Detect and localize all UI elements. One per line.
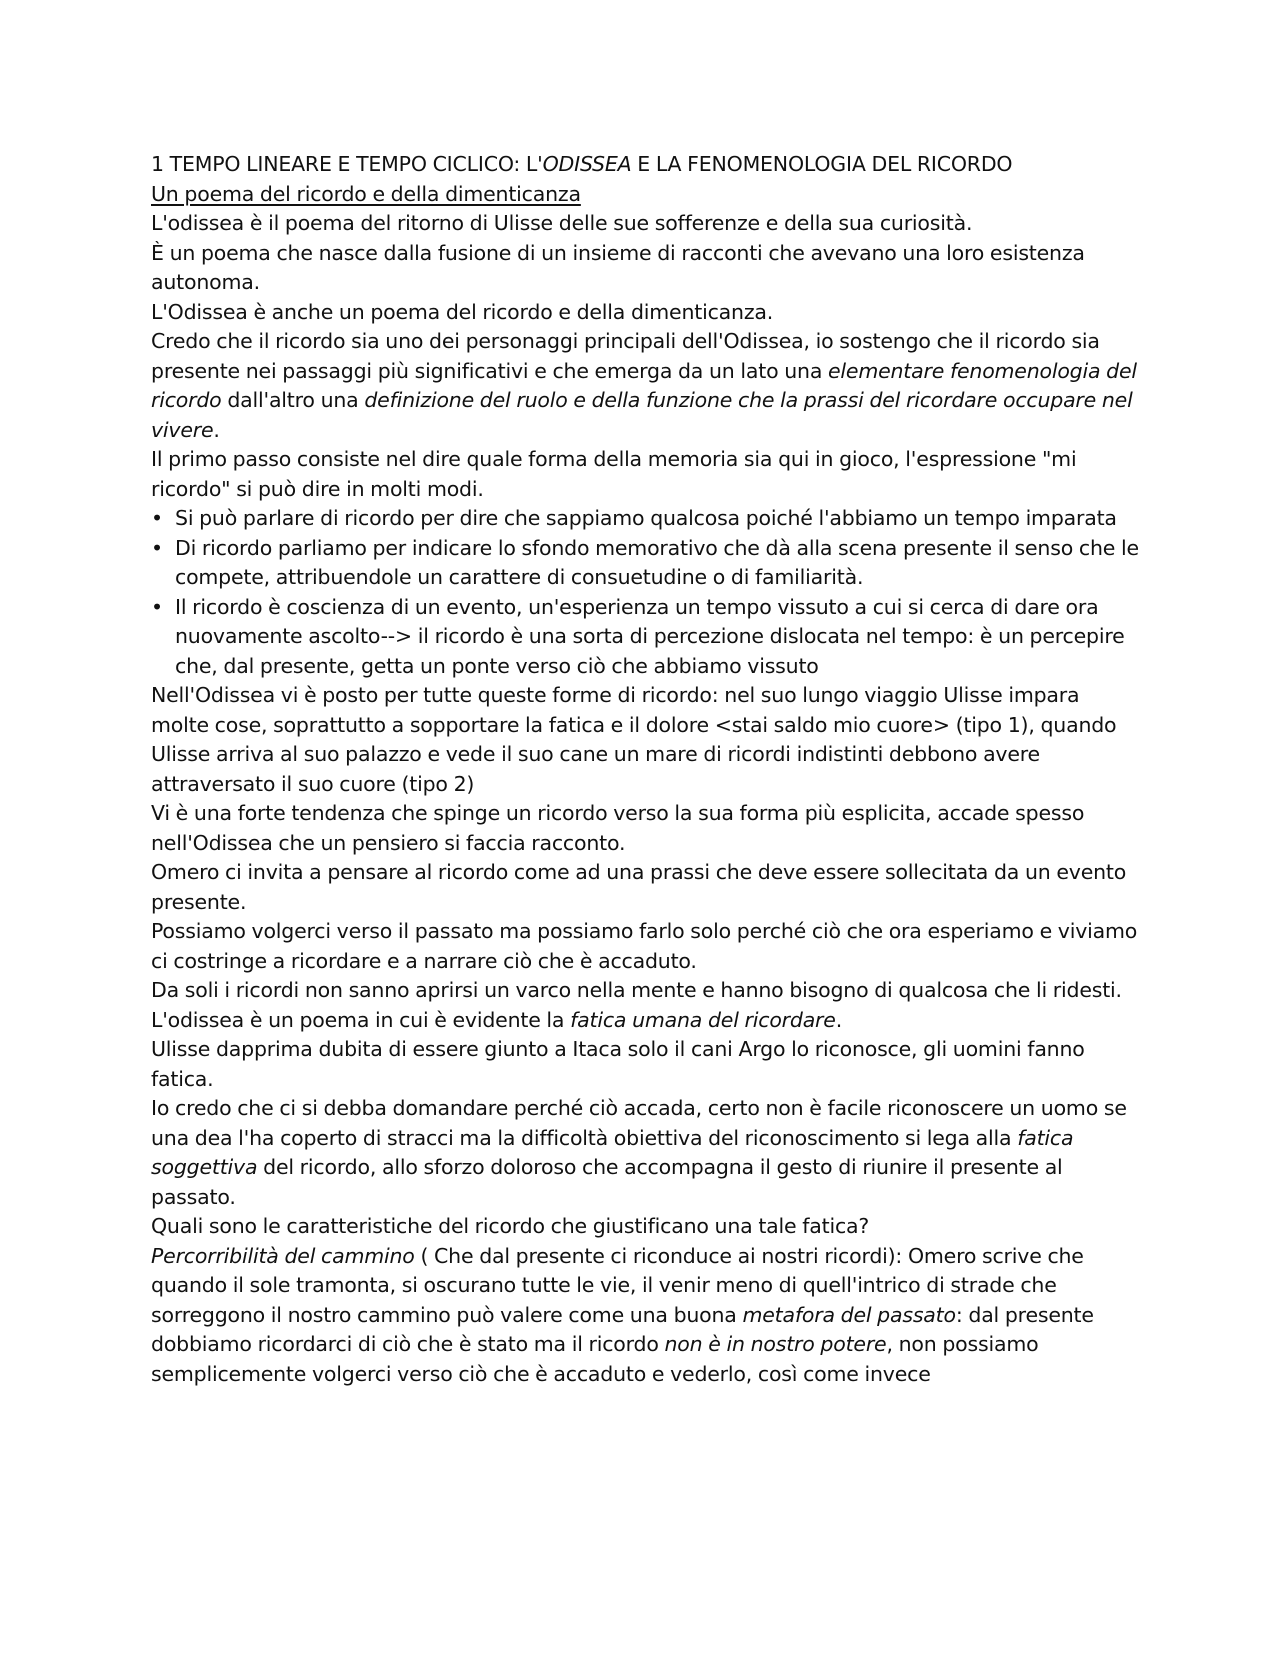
- list-item: • Si può parlare di ricordo per dire che sappiamo qualcosa poiché l'abbiamo un tempo imparata: [151, 504, 1141, 534]
- paragraph-10: Da soli i ricordi non sanno aprirsi un varco nella mente e hanno bisogno di qualcosa che li ridesti.: [151, 978, 1122, 1002]
- paragraph-2: È un poema che nasce dalla fusione di un insieme di racconti che avevano una loro esistenza autonoma.: [151, 240, 1085, 294]
- bullet-icon: •: [151, 594, 163, 619]
- emphasis: non è in nostro potere: [664, 1332, 887, 1356]
- paragraph-14: Quali sono le caratteristiche del ricordo che giustificano una tale fatica?: [151, 1214, 870, 1238]
- paragraph-3: L'Odissea è anche un poema del ricordo e della dimenticanza.: [151, 299, 774, 324]
- emphasis: Percorribilità del cammino: [151, 1243, 415, 1268]
- paragraph-9: Possiamo volgerci verso il passato ma possiamo farlo solo perché ciò che ora esperiamo e viviamo ci costringe a ricordare e a narrare ciò che è accaduto.: [151, 919, 1138, 973]
- subheading-text: Un poema del ricordo e della dimenticanza: [151, 181, 581, 206]
- emphasis: definizione del ruolo e della funzione che la prassi del ricordare occupare nel vivere: [151, 388, 1133, 442]
- paragraph-1: L'odissea è il poema del ritorno di Ulisse delle sue sofferenze e della sua curiosità.: [151, 211, 973, 235]
- heading-text-suffix: E LA FENOMENOLOGIA DEL RICORDO: [631, 152, 1013, 176]
- paragraph-13: Io credo che ci si debba domandare perché ciò accada, certo non è facile riconoscere un uomo se una dea l'ha coperto di stracci ma la difficoltà obiettiva del riconoscimento si lega alla fatica soggettiva del ricordo, allo sforzo doloroso che accompagna il gesto di riunire il presente al passato.: [151, 1096, 1127, 1209]
- paragraph-8: Omero ci invita a pensare al ricordo come ad una prassi che deve essere sollecitata da un evento presente.: [151, 860, 1127, 914]
- paragraph-4: Credo che il ricordo sia uno dei personaggi principali dell'Odissea, io sostengo che il ricordo sia presente nei passaggi più significativi e che emerga da un lato una elementare fenomenologia del ricordo dall'altro una definizione del ruolo e della funzione che la prassi del ricordare occupare nel vivere.: [151, 329, 1137, 442]
- chapter-heading: [151, 150, 1141, 180]
- paragraph-7: Vi è una forte tendenza che spinge un ricordo verso la sua forma più esplicita, accade spesso nell'Odissea che un pensiero si faccia racconto.: [151, 801, 1085, 855]
- heading-italic-title: ODISSEA: [542, 152, 632, 176]
- paragraph-11: L'odissea è un poema in cui è evidente la fatica umana del ricordare.: [151, 1007, 843, 1032]
- emphasis: fatica soggettiva: [151, 1125, 1074, 1179]
- paragraph-6: Nell'Odissea vi è posto per tutte queste forme di ricordo: nel suo lungo viaggio Ulisse impara molte cose, soprattutto a sopportare la fatica e il dolore <stai saldo mio cuore> (tipo 1), quando Ulisse arriva al suo palazzo e vede il suo cane un mare di ricordi indistinti debbono avere attraversato il suo cuore (tipo 2): [151, 683, 1117, 796]
- heading-text: 1 TEMPO LINEARE E TEMPO CICLICO: L': [151, 152, 543, 176]
- paragraph-5: Il primo passo consiste nel dire quale forma della memoria sia qui in gioco, l'espressione "mi ricordo" si può dire in molti modi.: [151, 447, 1077, 501]
- bullet-list: [151, 504, 1141, 681]
- list-item: • Di ricordo parliamo per indicare lo sfondo memorativo che dà alla scena presente il senso che le compete, attribuendole un carattere di consuetudine o di familiarità.: [151, 535, 1139, 589]
- bullet-icon: •: [151, 506, 163, 530]
- emphasis: fatica umana del ricordare: [570, 1007, 836, 1032]
- emphasis: elementare fenomenologia del ricordo: [151, 358, 1137, 412]
- section-subheading: [151, 180, 1141, 210]
- paragraph-12: Ulisse dapprima dubita di essere giunto a Itaca solo il cani Argo lo riconosce, gli uomini fanno fatica.: [151, 1037, 1085, 1091]
- bullet-icon: •: [151, 535, 163, 560]
- paragraph-15: Percorribilità del cammino ( Che dal presente ci riconduce ai nostri ricordi): Omero scrive che quando il sole tramonta, si oscurano tutte le vie, il venir meno di quell'intrico di strade che sorreggono il nostro cammino può valere come una buona metafora del passato: dal presente dobbiamo ricordarci di ciò che è stato ma il ricordo non è in nostro potere, non possiamo semplicemente volgerci verso ciò che è accaduto e vederlo, così come invece: [151, 1243, 1094, 1386]
- list-item: • Il ricordo è coscienza di un evento, un'esperienza un tempo vissuto a cui si cerca di dare ora nuovamente ascolto--> il ricordo è una sorta di percezione dislocata nel tempo: è un percepire che, dal presente, getta un ponte verso ciò che abbiamo vissuto: [151, 594, 1125, 678]
- document-page: [151, 150, 1141, 1389]
- emphasis: metafora del passato: [742, 1302, 956, 1327]
